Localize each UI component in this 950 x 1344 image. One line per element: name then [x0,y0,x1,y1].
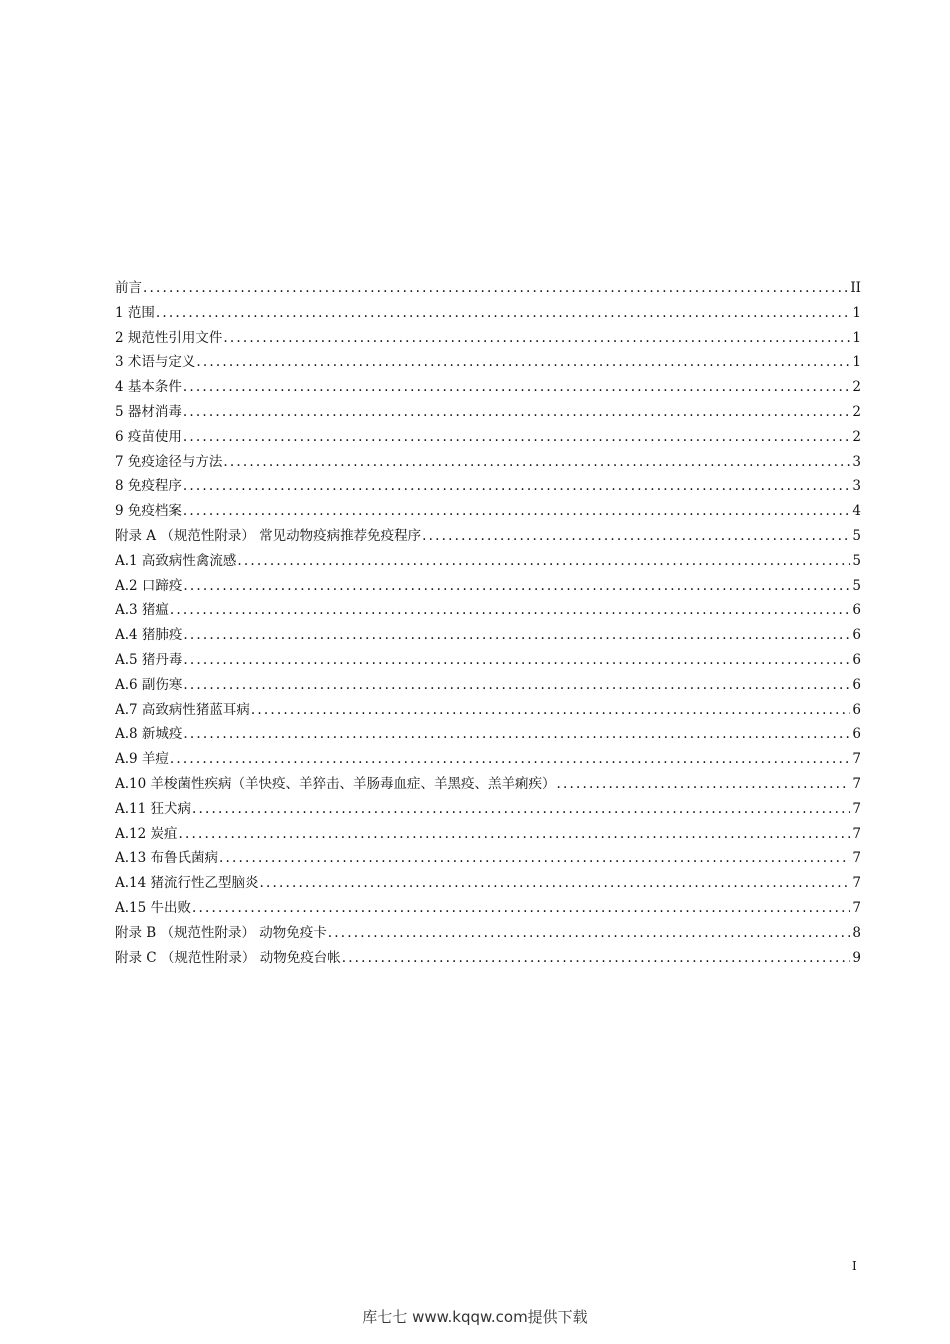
toc-entry-page: 6 [852,602,861,619]
toc-entry[interactable] [115,822,861,847]
toc-entry-page: 7 [852,899,861,916]
toc-entry-page: 6 [852,627,861,644]
toc-entry-label: A.11 狂犬病 [115,800,192,817]
toc-entry-label: A.1 高致病性禽流感 [115,552,237,569]
toc-entry-page: 8 [852,924,861,941]
toc-entry-label: 7 免疫途径与方法 [115,453,223,470]
toc-entry[interactable] [115,450,861,475]
toc-entry-label: 附录 B （规范性附录） 动物免疫卡 [115,924,327,941]
toc-dot-leader [341,946,851,971]
toc-entry-page: 5 [852,527,861,544]
toc-dot-leader [182,499,851,524]
toc-entry[interactable] [115,524,861,549]
toc-entry-label: 9 免疫档案 [115,503,182,520]
toc-entry-label: A.13 布鲁氏菌病 [115,850,219,867]
toc-entry-page: 7 [852,825,861,842]
toc-entry-page: 7 [852,850,861,867]
toc-entry-page: 6 [852,676,861,693]
toc-entry[interactable] [115,946,861,971]
toc-entry[interactable] [115,474,861,499]
toc-entry-page: 6 [852,726,861,743]
toc-entry[interactable] [115,574,861,599]
toc-entry-label: 8 免疫程序 [115,478,182,495]
toc-dot-leader [218,846,850,871]
toc-dot-leader [191,797,850,822]
toc-dot-leader [236,549,850,574]
toc-dot-leader [169,747,850,772]
toc-dot-leader [182,648,850,673]
toc-dot-leader [182,474,851,499]
toc-entry-label: A.9 羊痘 [115,751,169,768]
toc-entry-page: 7 [852,875,861,892]
toc-entry-page: 3 [852,478,861,495]
toc-entry-page: 3 [852,453,861,470]
toc-entry[interactable] [115,921,861,946]
toc-entry-page: 6 [852,701,861,718]
toc-dot-leader [169,598,850,623]
toc-entry-label: A.7 高致病性猪蓝耳病 [115,701,250,718]
toc-dot-leader [182,425,851,450]
toc-entry-label: 6 疫苗使用 [115,428,182,445]
toc-entry[interactable] [115,722,861,747]
toc-dot-leader [250,698,850,723]
toc-dot-leader [222,326,850,351]
toc-entry[interactable] [115,648,861,673]
toc-entry-label: A.15 牛出败 [115,899,192,916]
toc-entry-page: 7 [852,775,861,792]
toc-entry-label: A.2 口蹄疫 [115,577,183,594]
toc-entry-label: A.12 炭疽 [115,825,178,842]
toc-dot-leader [182,400,851,425]
toc-dot-leader [556,772,851,797]
toc-dot-leader [182,722,850,747]
toc-dot-leader [421,524,850,549]
footer-source-text: 库七七 www.kqqw.com提供下载 [362,1308,588,1326]
toc-dot-leader [327,921,851,946]
toc-entry[interactable] [115,871,861,896]
toc-entry[interactable] [115,301,861,326]
toc-entry-label: 5 器材消毒 [115,403,182,420]
toc-entry-label: A.10 羊梭菌性疾病（羊快疫、羊猝击、羊肠毒血症、羊黑疫、羔羊痢疾） [115,775,556,792]
toc-dot-leader [182,673,850,698]
toc-entry-page: 5 [852,577,861,594]
toc-entry-label: 附录 C （规范性附录） 动物免疫台帐 [115,949,341,966]
toc-entry-page: 4 [852,503,861,520]
toc-entry[interactable] [115,350,861,375]
toc-entry-label: A.6 副伤寒 [115,676,183,693]
toc-dot-leader [182,574,850,599]
toc-entry[interactable] [115,772,861,797]
toc-entry[interactable] [115,846,861,871]
toc-entry[interactable] [115,326,861,351]
toc-entry-page: II [850,280,861,296]
toc-entry[interactable] [115,276,861,301]
toc-entry[interactable] [115,623,861,648]
toc-entry-page: 9 [852,949,861,966]
toc-dot-leader [142,276,848,301]
toc-entry-label: A.3 猪瘟 [115,602,169,619]
toc-entry-page: 1 [852,354,861,371]
toc-entry-label: A.4 猪肺疫 [115,627,183,644]
toc-entry[interactable] [115,747,861,772]
toc-entry[interactable] [115,499,861,524]
toc-dot-leader [195,350,850,375]
toc-entry-label: A.14 猪流行性乙型脑炎 [115,875,259,892]
toc-entry[interactable] [115,698,861,723]
page-number: I [852,1259,857,1273]
toc-entry-label: 附录 A （规范性附录） 常见动物疫病推荐免疫程序 [115,527,422,544]
toc-dot-leader [182,623,850,648]
toc-dot-leader [178,822,851,847]
toc-entry-page: 1 [852,304,861,321]
toc-dot-leader [182,375,851,400]
toc-entry-label: 4 基本条件 [115,379,182,396]
toc-dot-leader [191,896,850,921]
toc-dot-leader [222,450,850,475]
toc-entry-label: 前言 [115,280,142,296]
toc-entry-label: A.8 新城疫 [115,726,183,743]
toc-entry[interactable] [115,673,861,698]
toc-entry-page: 5 [852,552,861,569]
toc-entry-label: A.5 猪丹毒 [115,651,183,668]
toc-dot-leader [155,301,851,326]
toc-entry-page: 2 [852,403,861,420]
toc-entry-label: 1 范围 [115,304,155,321]
toc-entry[interactable] [115,375,861,400]
toc-entry[interactable] [115,598,861,623]
toc-entry[interactable] [115,549,861,574]
toc-entry[interactable] [115,797,861,822]
toc-entry[interactable] [115,400,861,425]
toc-entry-label: 2 规范性引用文件 [115,329,223,346]
toc-entry-page: 6 [852,651,861,668]
toc-dot-leader [259,871,851,896]
toc-entry-label: 3 术语与定义 [115,354,196,371]
table-of-contents [115,276,861,970]
toc-entry[interactable] [115,896,861,921]
toc-entry-page: 7 [852,800,861,817]
toc-entry-page: 2 [852,428,861,445]
toc-entry-page: 7 [852,751,861,768]
toc-entry-page: 2 [852,379,861,396]
toc-entry[interactable] [115,425,861,450]
toc-entry-page: 1 [852,329,861,346]
